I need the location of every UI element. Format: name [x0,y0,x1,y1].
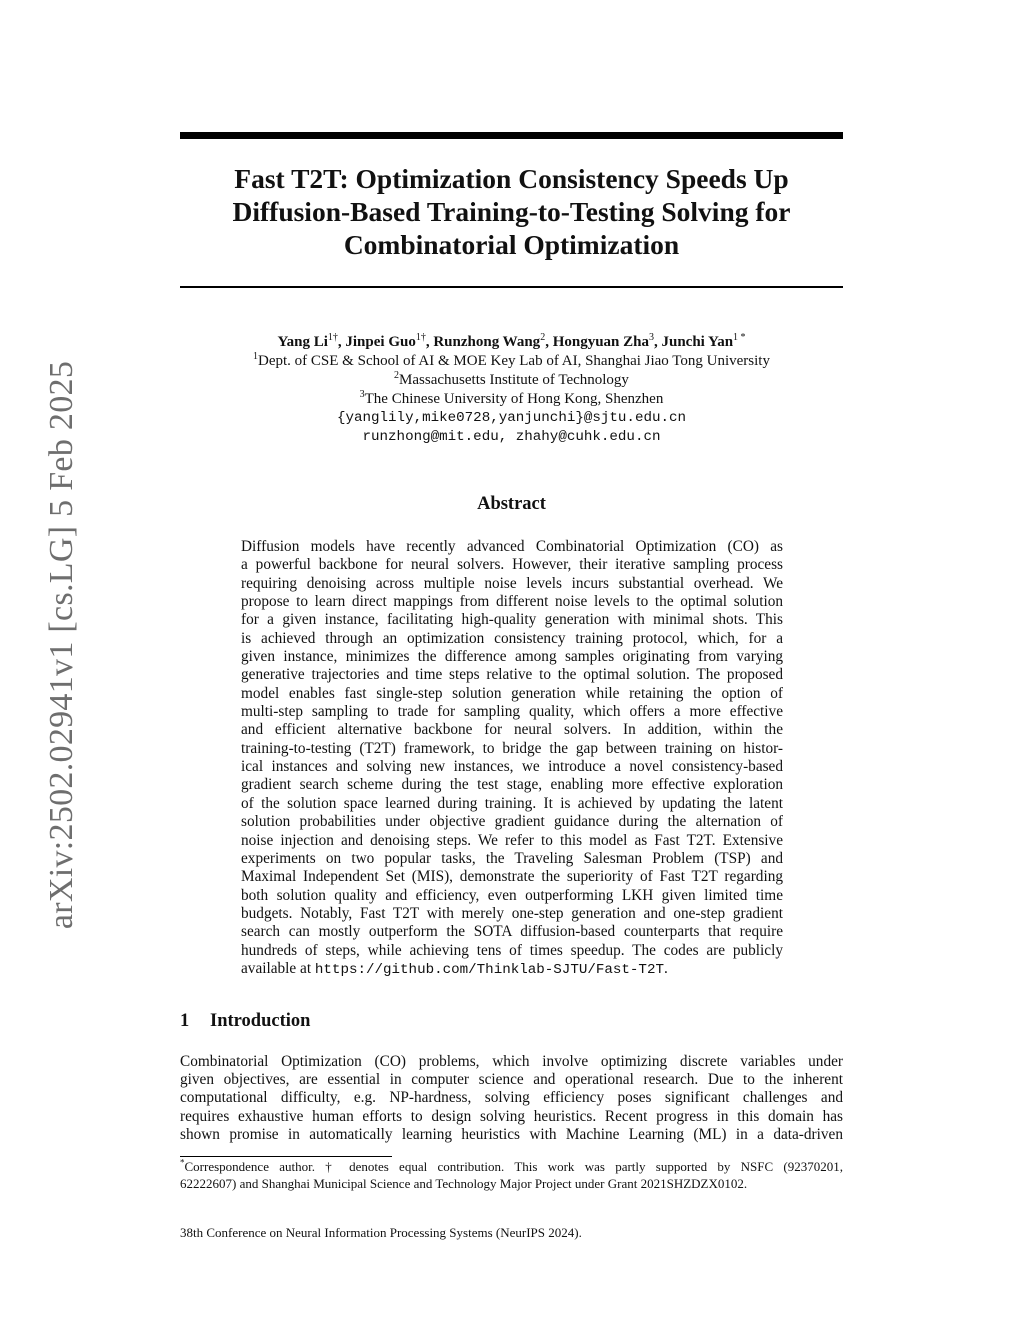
abstract-line: is achieved through an optimization consistency training protocol, which, for a [241,629,783,647]
footnote-mark: * [180,1157,185,1168]
author-name: Jinpei Guo [345,334,416,350]
code-repo-link[interactable]: https://github.com/Thinklab-SJTU/Fast-T2T [314,961,664,978]
affiliation: $^1$Dept. of CSE & School of AI & MOE Key Lab of AI, Shanghai Jiao Tong University [253,351,770,369]
footnote [180,1158,843,1192]
title-bottom-rule [180,286,843,288]
abstract-line: noise injection and denoising steps. We refer to this model as Fast T2T. Extensive [241,831,783,849]
abstract-line: available at https://github.com/Thinklab-SJTU/Fast-T2T. [241,959,668,978]
author-affil-mark: 3 [648,332,654,343]
abstract-line: given instance, minimizes the difference among samples originating from varying [241,648,783,666]
abstract-line: for a given instance, facilitating high-quality generation with minimal shots. This [241,611,783,629]
abstract-line: hundreds of steps, while achieving tens of times speedup. The codes are publicly [241,941,783,959]
affiliation: $^2$Massachusetts Institute of Technology [394,370,629,388]
abstract-line: Diffusion models have recently advanced Combinatorial Optimization (CO) as [241,538,783,555]
abstract-line: propose to learn direct mappings from different noise levels to the optimal solution [241,593,783,611]
intro-line: given objectives, are essential in computer science and operational research. Due to the inherent [180,1071,843,1089]
author-name: Junchi Yan [661,334,734,350]
intro-line: Combinatorial Optimization (CO) problems, which involve optimizing discrete variables under [180,1053,843,1070]
title-line: Diffusion-Based Training-to-Testing Solving for [232,196,791,227]
intro-line: computational difficulty, e.g. NP-hardness, solving efficiency poses significant challenges and [180,1089,843,1107]
abstract-heading: Abstract [477,494,546,514]
author-list: Yang $Li^{1\dagger}$, Jinpei Guo$^{1\dagger}$, Runzhong Wang$^2$, Hongyuan Zha$^3$, Junchi Yan$^{1 *}$ [277,332,746,350]
title-line: Combinatorial Optimization [343,229,680,260]
author-affil-mark: 1† [327,332,338,343]
title-line: Fast T2T: Optimization Consistency Speeds Up [234,163,789,194]
footnote-rule [180,1156,392,1157]
author-name: Hongyuan Zha [552,334,649,350]
abstract-line: and efficient alternative backbone for neural solvers. In addition, within the [241,721,783,739]
section-heading [180,1011,310,1032]
author-name: Runzhong Wang [433,334,541,350]
section-title: Introduction [210,1011,311,1031]
abstract-line: multi-step sampling to trade for sampling quality, which offers a more effective [241,703,783,721]
abstract-line: Maximal Independent Set (MIS), demonstrate the superiority of Fast T2T regarding [241,868,783,886]
affiliation: $^3$The Chinese University of Hong Kong, Shenzhen [359,389,664,407]
abstract-line: model enables fast single-step solution generation while retaining the option of [241,684,783,702]
intro-line: requires exhaustive human efforts to design solving heuristics. Recent progress in this domain has [180,1107,843,1125]
paper-title [180,162,843,261]
author-affil-mark: 1 * [733,332,746,343]
venue-note: 38th Conference on Neural Information Processing Systems (NeurIPS 2024). [180,1225,582,1240]
footnote-line: 62222607) and Shanghai Municipal Science and Technology Major Project under Grant 2021SHZDZX0102. [180,1176,748,1191]
abstract-line: requiring denoising across multiple noise levels incurs substantial overhead. We [241,574,783,592]
abstract-body [241,538,783,978]
abstract-line: both solution quality and efficiency, even outperforming LKH given limited time [241,886,783,904]
abstract-line: search can mostly outperform the SOTA diffusion-based counterparts that require [241,923,783,941]
arxiv-id-text: arXiv:2502.02941v1 [cs.LG] 5 Feb 2025 [43,360,80,930]
abstract-line: training-to-testing (T2T) framework, to bridge the gap between training on histor- [241,739,783,757]
intro-paragraph [180,1053,843,1144]
author-affil-mark: 1† [415,332,426,343]
email-line: runzhong@mit.edu, zhahy@cuhk.edu.cn [362,429,661,445]
abstract-line: solution probabilities under objective gradient guidance during the alternation of [241,813,783,831]
abstract-line: a powerful backbone for neural solvers. However, their iterative sampling process [241,556,783,574]
abstract-line: ical instances and solving new instances, we introduce a novel consistency-based [241,758,783,776]
author-affil-mark: 2 [540,332,546,343]
abstract-line: budgets. Notably, Fast T2T with merely one-step generation and one-step gradient [241,904,783,922]
abstract-line: gradient search scheme during the test stage, enabling more effective exploration [241,776,783,794]
title-top-rule [180,132,843,139]
intro-line: shown promise in automatically learning heuristics with Machine Learning (ML) in a data-driven [180,1125,843,1143]
abstract-line: generative trajectories and time steps relative to the optimal solution. The proposed [241,666,783,684]
section-number: 1 [180,1011,190,1031]
footnote-line: *Correspondence author. † denotes equal contribution. This work was partly supported by NSFC (92370201, [180,1157,843,1174]
abstract-line: of the solution space learned during training. It is achieved by updating the latent [241,794,783,812]
abstract-line: experiments on two popular tasks, the Traveling Salesman Problem (TSP) and [241,849,783,867]
author-block [180,333,843,447]
author-name: Yang Li [277,334,328,350]
email-line: {yanglily,mike0728,yanjunchi}@sjtu.edu.cn [336,410,687,426]
